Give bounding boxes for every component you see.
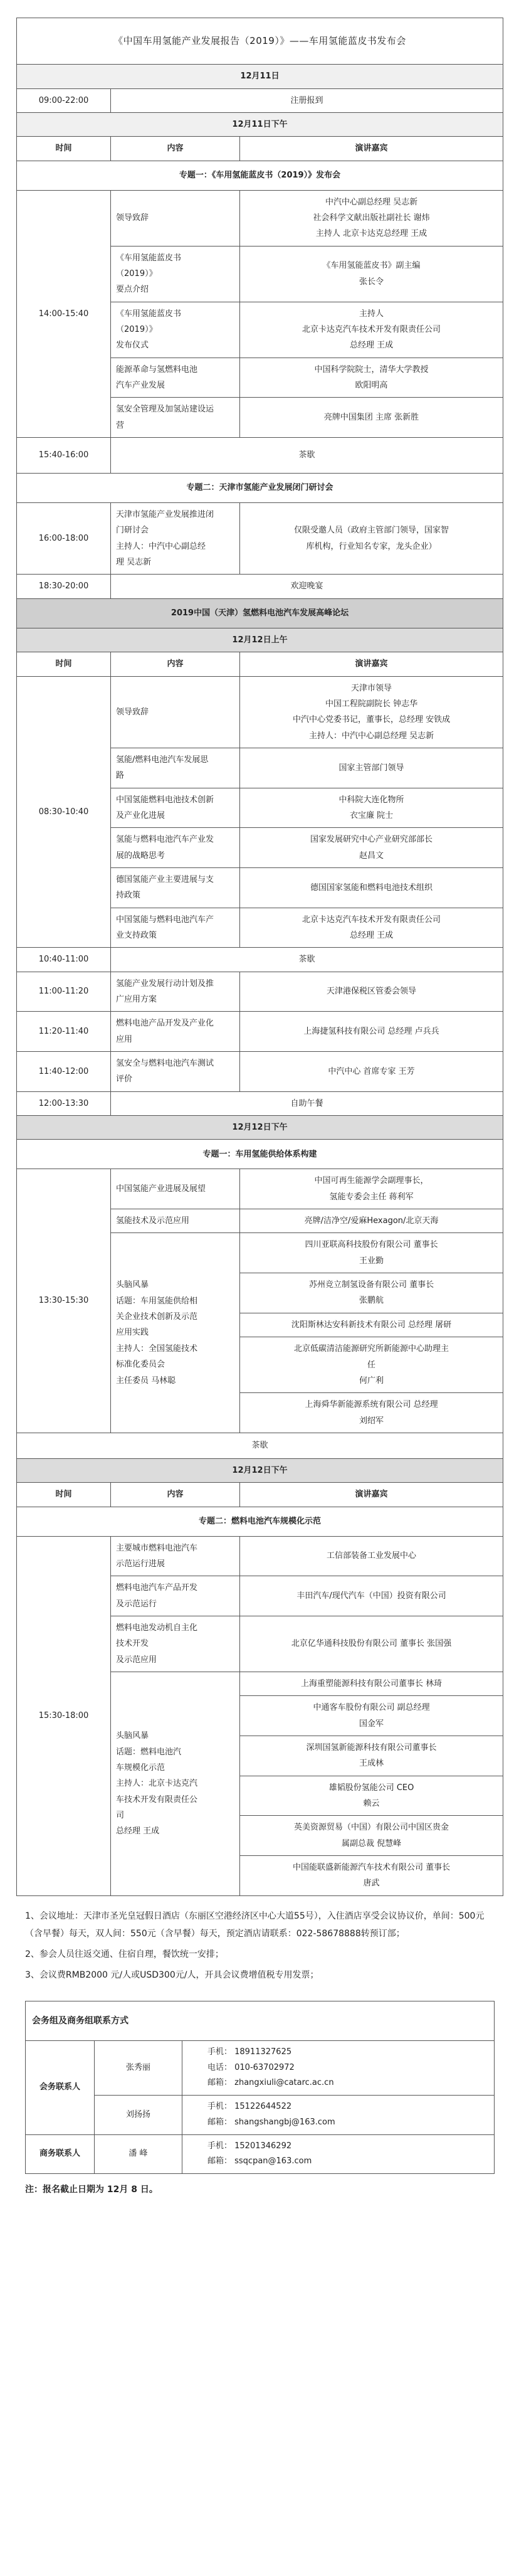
contact-group-business: 商务联系人 bbox=[26, 2134, 95, 2173]
session-content bbox=[111, 302, 240, 358]
cell-line: 王成林 bbox=[359, 1759, 384, 1769]
tea-label: 茶歇 bbox=[111, 948, 503, 972]
cell-line: 刘绍军 bbox=[359, 1416, 384, 1426]
cell-line: 沈阳斯林达安科新技术有限公司 总经理 屠研 bbox=[291, 1320, 452, 1330]
day2-am-label: 12月12日上午 bbox=[17, 628, 503, 652]
cell-line: 氢安全与燃料电池汽车测试 bbox=[116, 1059, 214, 1069]
session-content bbox=[111, 676, 240, 748]
cell-line: 主持人 bbox=[359, 309, 384, 319]
header-time: 时间 bbox=[17, 1483, 111, 1507]
session-speakers bbox=[240, 358, 503, 398]
session-content bbox=[111, 867, 240, 908]
panel-speaker bbox=[240, 1337, 503, 1393]
session-speakers bbox=[240, 1209, 503, 1233]
cell-line: 中国氢能与燃料电池汽车产 bbox=[116, 914, 214, 925]
day1-pm-label: 12月11日下午 bbox=[17, 112, 503, 136]
cell-line: 技术开发 bbox=[116, 1639, 149, 1649]
cell-line: 《车用氢能蓝皮书 bbox=[116, 309, 182, 319]
panel-speaker bbox=[240, 1313, 503, 1337]
cell-line: 中汽中心副总经理 吴志新 bbox=[325, 197, 418, 207]
cell-line: 北京低碳清洁能源研究所新能源中心助理主 bbox=[294, 1344, 449, 1354]
page-title: 《中国车用氢能产业发展报告（2019）》——车用氢能蓝皮书发布会 bbox=[17, 18, 503, 65]
day2-lunch-row bbox=[17, 1091, 503, 1115]
cell-line: 中国可再生能源学会副理事长， bbox=[314, 1176, 429, 1186]
cell-line: 燃料电池产品开发及产业化 bbox=[116, 1019, 214, 1029]
cell-line: 发布仪式 bbox=[116, 341, 149, 351]
break-label: 茶歇 bbox=[111, 438, 503, 474]
cell-line: 车技术开发有限责任公 bbox=[116, 1794, 198, 1805]
cell-line: （2019）》 bbox=[116, 269, 157, 278]
cell-line: 持政策 bbox=[116, 891, 141, 901]
day1-topic1: 专题一：《车用氢能蓝皮书（2019）》发布会 bbox=[17, 161, 503, 190]
header-time: 时间 bbox=[17, 137, 111, 161]
header-time: 时间 bbox=[17, 652, 111, 676]
header-content: 内容 bbox=[111, 1483, 240, 1507]
cell-line: 主持人：全国氢能技术 bbox=[116, 1344, 198, 1354]
panel-content bbox=[111, 1233, 240, 1433]
session-content bbox=[111, 358, 240, 398]
contact-name: 刘扬扬 bbox=[95, 2096, 182, 2134]
session-time: 11:00-11:20 bbox=[17, 972, 111, 1012]
cell-line: 亮牌/洁净空/爱麻Hexagon/北京天海 bbox=[304, 1216, 439, 1226]
session-content bbox=[111, 1052, 240, 1092]
cell-line: 门研讨会 bbox=[116, 526, 149, 536]
contact-row bbox=[26, 2096, 495, 2134]
cell-line: 燃料电池汽车产品开发 bbox=[116, 1583, 198, 1593]
cell-line: 总经理 王成 bbox=[349, 930, 394, 940]
session-time: 11:20-11:40 bbox=[17, 1012, 111, 1052]
panel-speaker bbox=[240, 1696, 503, 1736]
cell-line: 评价 bbox=[116, 1074, 133, 1084]
session-time: 15:30-18:00 bbox=[17, 1536, 111, 1895]
cell-line: 及示范应用 bbox=[116, 1655, 157, 1665]
cell-line: 上海捷氢科技有限公司 总经理 卢兵兵 bbox=[303, 1027, 439, 1037]
cell-line: 展的战略思考 bbox=[116, 851, 165, 861]
header-speakers: 演讲嘉宾 bbox=[240, 1483, 503, 1507]
session-row bbox=[17, 1169, 503, 1209]
cell-line: 工信部装备工业发展中心 bbox=[327, 1551, 417, 1561]
day1-date: 12月11日 bbox=[17, 65, 503, 88]
session-content bbox=[111, 1616, 240, 1672]
day1-dinner-row bbox=[17, 575, 503, 598]
cell-line: 中科院大连化物所 bbox=[338, 795, 404, 805]
cell-line: 主持人：中汽中心副总经理 吴志新 bbox=[308, 731, 434, 741]
cell-line: 国家主管部门领导 bbox=[338, 763, 404, 773]
session-row bbox=[17, 1536, 503, 1576]
cell-line: 氢安全管理及加氢站建设运 bbox=[116, 405, 214, 415]
session-row bbox=[17, 1012, 503, 1052]
session-speakers bbox=[240, 1536, 503, 1576]
topic2-time: 16:00-18:00 bbox=[17, 503, 111, 575]
cell-line: 丰田汽车/现代汽车（中国）投资有限公司 bbox=[296, 1591, 446, 1601]
session-content bbox=[111, 1012, 240, 1052]
cell-line: 总经理 王成 bbox=[116, 1826, 160, 1837]
agenda-frame bbox=[16, 18, 503, 1896]
day1-break-row bbox=[17, 438, 503, 474]
cell-line: 主要城市燃料电池汽车 bbox=[116, 1543, 198, 1553]
cell-line: （2019）》 bbox=[116, 325, 157, 335]
cell-line: 国金军 bbox=[359, 1719, 384, 1729]
contact-phone: 手机： 15201346292 bbox=[207, 2141, 292, 2151]
session-speakers bbox=[240, 1616, 503, 1672]
session-row bbox=[17, 190, 503, 246]
session-content bbox=[111, 398, 240, 438]
session-speakers bbox=[240, 398, 503, 438]
cell-line: 《车用氢能蓝皮书》副主编 bbox=[322, 261, 421, 271]
day2-am-header-row bbox=[17, 652, 503, 676]
registration-label: 注册报到 bbox=[111, 88, 503, 112]
session-speakers bbox=[240, 1169, 503, 1209]
session-speakers bbox=[240, 1012, 503, 1052]
dinner-label: 欢迎晚宴 bbox=[111, 575, 503, 598]
session-speakers bbox=[240, 302, 503, 358]
tea-time: 10:40-11:00 bbox=[17, 948, 111, 972]
note-item: 3、会议费RMB2000 元/人或USD300元/人，开具会议费增值税专用发票； bbox=[25, 1969, 319, 1980]
topic2-speakers bbox=[240, 503, 503, 575]
cell-line: 主任委员 马林聪 bbox=[116, 1375, 176, 1386]
day2-am-session2-body bbox=[17, 972, 503, 1091]
contact-email[interactable]: 邮箱： zhangxiuli@catarc.ac.cn bbox=[207, 2078, 334, 2088]
day2-am-tea-row bbox=[17, 948, 503, 972]
session-row bbox=[17, 676, 503, 748]
header-speakers: 演讲嘉宾 bbox=[240, 137, 503, 161]
panel-speaker bbox=[240, 1233, 503, 1273]
day2-pm2-header-row bbox=[17, 1483, 503, 1507]
panel-content bbox=[111, 1672, 240, 1895]
session-content bbox=[111, 1209, 240, 1233]
contact-header-row bbox=[26, 2001, 495, 2041]
cell-line: 话题：车用氢能供给相 bbox=[116, 1296, 198, 1306]
cell-line: 北京卡达克汽车技术开发有限责任公司 bbox=[302, 914, 441, 925]
contact-phone: 手机： 15122644522 bbox=[207, 2102, 292, 2112]
session-content bbox=[111, 972, 240, 1012]
contact-row bbox=[26, 2134, 495, 2173]
cell-line: 主持人：北京卡达克汽 bbox=[116, 1779, 198, 1789]
session-content bbox=[111, 1169, 240, 1209]
contact-name: 张秀丽 bbox=[95, 2041, 182, 2096]
cell-line: 氢能产业发展行动计划及推 bbox=[116, 978, 214, 989]
header-content: 内容 bbox=[111, 652, 240, 676]
forum-row bbox=[17, 598, 503, 628]
day2-am-row bbox=[17, 628, 503, 652]
session-speakers bbox=[240, 1052, 503, 1092]
day2-pm1-topic: 专题一：车用氢能供给体系构建 bbox=[17, 1140, 503, 1169]
note-item: 1、会议地址：天津市圣光皇冠假日酒店（东丽区空港经济区中心大道55号），入住酒店享受会议协议价，单间：500元（含早餐）每天，双人间：550元（含早餐）每天，预定酒店请联系：022-58678888转预订部； bbox=[25, 1911, 485, 1939]
session-speakers bbox=[240, 1576, 503, 1616]
day2-pm2-topic: 专题二：燃料电池汽车规模化示范 bbox=[17, 1507, 503, 1536]
day1-topic2-row bbox=[17, 474, 503, 503]
header-content: 内容 bbox=[111, 137, 240, 161]
cell-line: 天津市领导 bbox=[351, 683, 392, 693]
cell-line: 欧阳明高 bbox=[355, 381, 388, 391]
registration-row bbox=[17, 88, 503, 112]
break-time: 15:40-16:00 bbox=[17, 438, 111, 474]
cell-line: 头脑风暴 bbox=[116, 1280, 149, 1290]
session-row bbox=[17, 972, 503, 1012]
cell-line: 国家发展研究中心产业研究部部长 bbox=[310, 835, 433, 845]
note-item: 2、参会人员往返交通、住宿自理，餐饮统一安排； bbox=[25, 1949, 224, 1960]
day1-pm-row bbox=[17, 112, 503, 136]
session-speakers bbox=[240, 908, 503, 948]
cell-line: 话题：燃料电池汽 bbox=[116, 1747, 182, 1757]
cell-line: 及示范运行 bbox=[116, 1599, 157, 1609]
contact-phone: 手机： 18911327625 bbox=[207, 2047, 292, 2057]
cell-line: 路 bbox=[116, 771, 125, 781]
day1-topic2: 专题二：天津市氢能产业发展闭门研讨会 bbox=[17, 474, 503, 503]
cell-line: 《车用氢能蓝皮书 bbox=[116, 253, 182, 263]
day2-pm1-row bbox=[17, 1116, 503, 1140]
cell-line: 深圳国氢新能源科技有限公司董事长 bbox=[306, 1743, 437, 1752]
cell-line: 氢能与燃料电池汽车产业发 bbox=[116, 835, 214, 845]
day1-topic1-row bbox=[17, 161, 503, 190]
cell-line: 社会科学文献出版社副社长 谢炜 bbox=[313, 213, 430, 223]
cell-line: 德国氢能产业主要进展与支 bbox=[116, 874, 214, 884]
cell-line: 及产业化进展 bbox=[116, 810, 165, 820]
day2-am-session1-body bbox=[17, 676, 503, 948]
cell-line: 北京亿华通科技股份有限公司 董事长 张国强 bbox=[291, 1639, 452, 1649]
contact-details bbox=[182, 2041, 495, 2096]
session-content bbox=[111, 748, 240, 788]
cell-line: 领导致辞 bbox=[116, 707, 149, 717]
cell-line: 苏州竞立制氢设备有限公司 董事长 bbox=[308, 1280, 434, 1290]
day2-pm1-topic-row bbox=[17, 1140, 503, 1169]
cell-line: 氢能/燃料电池汽车发展思 bbox=[116, 755, 209, 765]
day2-pm1-body bbox=[17, 1169, 503, 1433]
cell-line: 主持人：中汽中心副总经 bbox=[116, 541, 206, 551]
session-row bbox=[17, 1052, 503, 1092]
cell-line: 仅限受邀人员（政府主管部门领导，国家智 bbox=[294, 526, 449, 536]
panel-speaker bbox=[240, 1393, 503, 1433]
session-content bbox=[111, 908, 240, 948]
topic2-content bbox=[111, 503, 240, 575]
day2-pm1-label: 12月12日下午 bbox=[17, 1116, 503, 1140]
session-content bbox=[111, 788, 240, 828]
panel-speaker bbox=[240, 1856, 503, 1896]
registration-time: 09:00-22:00 bbox=[17, 88, 111, 112]
contact-tel: 电话： 010-63702972 bbox=[207, 2062, 295, 2072]
session-speakers bbox=[240, 972, 503, 1012]
cell-line: 赵昌文 bbox=[359, 851, 384, 861]
cell-line: 天津港保税区管委会领导 bbox=[327, 987, 417, 997]
cell-line: 广应用方案 bbox=[116, 995, 157, 1004]
cell-line: 张长令 bbox=[359, 277, 384, 287]
cell-line: 德国国家氢能和燃料电池技术组织 bbox=[310, 883, 433, 893]
cell-line: 中国工程院副院长 钟志华 bbox=[325, 699, 418, 709]
cell-line: 四川亚联高科技股份有限公司 董事长 bbox=[305, 1240, 438, 1250]
cell-line: 应用 bbox=[116, 1034, 133, 1044]
day1-header-row bbox=[17, 137, 503, 161]
session-speakers bbox=[240, 788, 503, 828]
cell-line: 汽车产业发展 bbox=[116, 381, 165, 391]
dinner-time: 18:30-20:00 bbox=[17, 575, 111, 598]
session-time: 13:30-15:30 bbox=[17, 1169, 111, 1433]
session-content bbox=[111, 190, 240, 246]
cell-line: 营 bbox=[116, 420, 125, 430]
panel-speaker bbox=[240, 1776, 503, 1816]
cell-line: 中国科学院院士，清华大学教授 bbox=[314, 364, 429, 374]
session-time: 11:40-12:00 bbox=[17, 1052, 111, 1092]
session-content bbox=[111, 828, 240, 868]
forum-title: 2019中国（天津）氢燃料电池汽车发展高峰论坛 bbox=[17, 598, 503, 628]
session-speakers bbox=[240, 828, 503, 868]
deadline-note: 注：报名截止日期为 12月 8 日。 bbox=[25, 2184, 158, 2195]
agenda-table bbox=[16, 18, 503, 1896]
day2-pm2-row bbox=[17, 1458, 503, 1482]
day1-date-row bbox=[17, 65, 503, 88]
contact-email[interactable]: 邮箱： shangshangbj@163.com bbox=[207, 2117, 335, 2127]
panel-speaker bbox=[240, 1672, 503, 1695]
session-speakers bbox=[240, 246, 503, 302]
contact-header: 会务组及商务组联系方式 bbox=[26, 2001, 495, 2041]
panel-speaker bbox=[240, 1736, 503, 1776]
contact-section bbox=[25, 2001, 494, 2174]
cell-line: 中国氢能燃料电池技术创新 bbox=[116, 795, 214, 805]
cell-line: 司 bbox=[116, 1810, 125, 1820]
contact-details bbox=[182, 2134, 495, 2173]
contact-table bbox=[25, 2001, 495, 2174]
cell-line: 衣宝廉 院士 bbox=[349, 810, 394, 820]
pm1-tea-label: 茶歇 bbox=[17, 1433, 503, 1458]
session-content bbox=[111, 246, 240, 302]
cell-line: 唐武 bbox=[363, 1879, 380, 1889]
cell-line: 应用实践 bbox=[116, 1328, 149, 1338]
cell-line: 总经理 王成 bbox=[349, 341, 394, 351]
session-speakers bbox=[240, 676, 503, 748]
day2-pm1-tea-row bbox=[17, 1433, 503, 1458]
session-content bbox=[111, 1576, 240, 1616]
day1-topic1-body bbox=[17, 190, 503, 437]
lunch-label: 自助午餐 bbox=[111, 1091, 503, 1115]
contact-name: 潘 峰 bbox=[95, 2134, 182, 2173]
cell-line: 主持人 北京卡达克总经理 王成 bbox=[315, 229, 427, 239]
day2-pm2-label: 12月12日下午 bbox=[17, 1458, 503, 1482]
cell-line: 头脑风暴 bbox=[116, 1731, 149, 1741]
contact-group-meeting: 会务联系人 bbox=[26, 2041, 95, 2134]
session-time: 14:00-15:40 bbox=[17, 190, 111, 437]
cell-line: 属副总裁 倪慧峰 bbox=[341, 1838, 402, 1848]
cell-line: 雄韬股份氢能公司 CEO bbox=[328, 1783, 414, 1793]
cell-line: 王业勤 bbox=[359, 1256, 384, 1266]
cell-line: 中汽中心党委书记，董事长，总经理 安铁成 bbox=[292, 715, 451, 725]
session-speakers bbox=[240, 867, 503, 908]
day2-pm2-body bbox=[17, 1536, 503, 1895]
cell-line: 中汽中心 首席专家 王芳 bbox=[328, 1066, 415, 1076]
cell-line: 燃料电池发动机自主化 bbox=[116, 1623, 198, 1633]
cell-line: 标准化委员会 bbox=[116, 1360, 165, 1370]
cell-line: 业支持政策 bbox=[116, 930, 157, 940]
cell-line: 中通客车股份有限公司 副总经理 bbox=[313, 1703, 430, 1713]
session-content bbox=[111, 1536, 240, 1576]
cell-line: 张鹏航 bbox=[359, 1296, 384, 1306]
cell-line: 上海重塑能源科技有限公司董事长 林琦 bbox=[300, 1678, 443, 1688]
contact-row bbox=[26, 2041, 495, 2096]
cell-line: 任 bbox=[367, 1360, 376, 1370]
day1-topic2-session bbox=[17, 503, 503, 575]
contact-email[interactable]: 邮箱： ssqcpan@163.com bbox=[207, 2156, 312, 2166]
header-speakers: 演讲嘉宾 bbox=[240, 652, 503, 676]
cell-line: 中国能联盛新能源汽车技术有限公司 董事长 bbox=[292, 1863, 451, 1873]
notes-section bbox=[25, 1907, 494, 1985]
cell-line: 要点介绍 bbox=[116, 285, 149, 295]
cell-line: 库机构，行业知名专家，龙头企业） bbox=[306, 541, 437, 551]
cell-line: 能源革命与氢燃料电池 bbox=[116, 364, 198, 374]
title-row bbox=[17, 18, 503, 65]
cell-line: 上海舜华新能源系统有限公司 总经理 bbox=[305, 1400, 438, 1410]
session-time: 08:30-10:40 bbox=[17, 676, 111, 948]
cell-line: 亮牌中国集团 主席 张新胜 bbox=[323, 413, 419, 423]
panel-speaker bbox=[240, 1273, 503, 1313]
cell-line: 赖云 bbox=[363, 1799, 380, 1809]
cell-line: 示范运行进展 bbox=[116, 1559, 165, 1569]
contact-details bbox=[182, 2096, 495, 2134]
cell-line: 氢能技术及示范应用 bbox=[116, 1216, 190, 1226]
cell-line: 领导致辞 bbox=[116, 213, 149, 223]
cell-line: 理 吴志新 bbox=[116, 558, 152, 568]
session-speakers bbox=[240, 190, 503, 246]
cell-line: 车规模化示范 bbox=[116, 1762, 165, 1773]
cell-line: 氢能专委会主任 蒋利军 bbox=[329, 1192, 414, 1202]
panel-speaker bbox=[240, 1816, 503, 1856]
cell-line: 中国氢能产业进展及展望 bbox=[116, 1184, 206, 1194]
cell-line: 关企业技术创新及示范 bbox=[116, 1312, 198, 1322]
lunch-time: 12:00-13:30 bbox=[17, 1091, 111, 1115]
cell-line: 何广利 bbox=[359, 1375, 384, 1386]
session-speakers bbox=[240, 748, 503, 788]
day2-pm2-topic-row bbox=[17, 1507, 503, 1536]
cell-line: 天津市氢能产业发展推进闭 bbox=[116, 510, 214, 520]
cell-line: 北京卡达克汽车技术开发有限责任公司 bbox=[302, 325, 441, 335]
cell-line: 英美资源贸易（中国）有限公司中国区贵金 bbox=[294, 1823, 449, 1833]
